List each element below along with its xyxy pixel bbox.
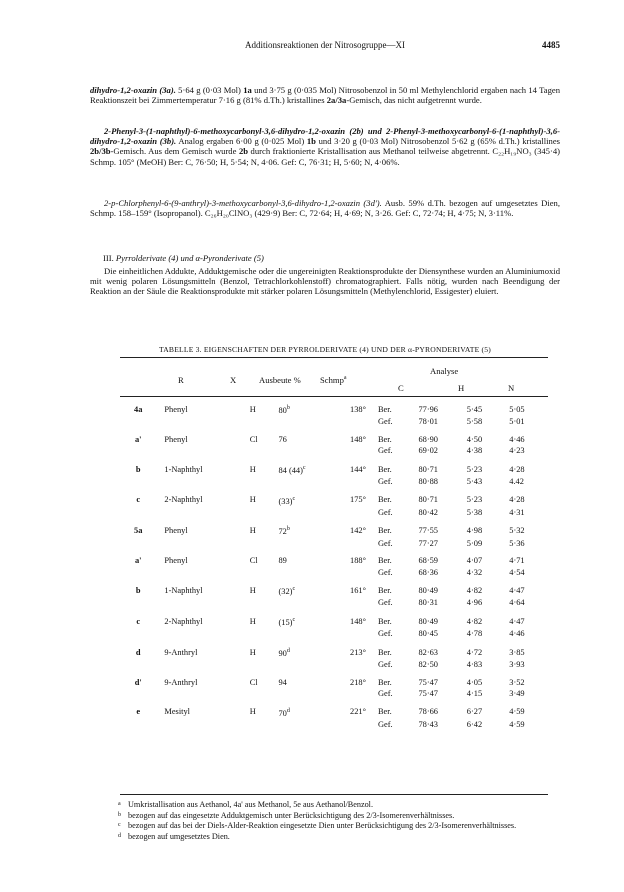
ber-label: Ber.: [377, 677, 392, 687]
substituent-x: Cl: [249, 434, 258, 444]
melting-point: 175°: [350, 495, 366, 505]
analysis-n-found: 3·93: [509, 660, 525, 670]
analysis-n-calc: 4·28: [509, 495, 525, 505]
table-row: [120, 476, 548, 488]
empty-cell: [120, 688, 156, 700]
table-header-rule: [120, 396, 548, 397]
ber-label: Ber.: [377, 586, 392, 596]
analysis-h-calc: 5·45: [466, 404, 483, 414]
substituent-r: Phenyl: [164, 434, 188, 444]
footnote-mark: c: [292, 495, 296, 502]
empty-cell: [329, 538, 378, 550]
table-row: [120, 688, 548, 700]
analysis-c-calc: 78·66: [418, 707, 438, 717]
compound-id: a': [134, 434, 142, 444]
substituent-r: 9-Anthryl: [164, 647, 198, 657]
gef-label: Gef.: [377, 446, 393, 456]
analysis-c-calc: 80·49: [418, 586, 438, 596]
table-bottom-rule: [120, 794, 548, 795]
analysis-h-found: 5·43: [466, 477, 483, 487]
gef-label: Gef.: [377, 477, 393, 487]
empty-cell: [120, 628, 156, 640]
compound-name: dihydro-1,2-oxazin (3a).: [90, 85, 176, 95]
compound-id: b: [135, 464, 141, 474]
empty-cell: [329, 688, 378, 700]
analysis-h-calc: 5·23: [466, 495, 483, 505]
melting-point: 213°: [350, 647, 366, 657]
empty-cell: [278, 688, 329, 700]
empty-cell: [329, 628, 378, 640]
empty-cell: [278, 628, 329, 640]
analysis-c-found: 68·36: [418, 567, 438, 577]
footnote-mark: a: [118, 801, 121, 807]
compound-id: d': [134, 677, 142, 687]
table-row: [120, 597, 548, 609]
substituent-x: H: [249, 586, 256, 596]
substituent-r: Mesityl: [164, 707, 190, 717]
melting-point: 148°: [350, 616, 366, 626]
footnote: [118, 832, 558, 843]
analysis-n-found: 4·31: [509, 507, 525, 517]
table-row: [120, 507, 548, 519]
paragraph-3a: dihydro-1,2-oxazin (3a). 5·64 g (0·03 Mol) 1a und 3·75 g (0·035 Mol) Nitrosobenzol in 50 ml Methylenchlorid ergaben nach 14 Tagen Reaktionszeit bei Zimmertemperatur 7·16 g (81% d.Th.) kristallines 2a/3a-Gemisch, das nicht aufgetrennt wurde.: [90, 85, 560, 106]
compound-id: b: [135, 586, 141, 596]
table-row: [120, 538, 548, 550]
substituent-x: H: [249, 707, 256, 717]
analysis-n-calc: 4·71: [509, 556, 525, 566]
empty-cell: [250, 719, 279, 731]
table-row: [120, 488, 548, 507]
gef-label: Gef.: [377, 719, 393, 729]
empty-cell: [120, 416, 156, 428]
section-heading: III. Pyrrolderivate (4) und α-Pyronderivate (5): [103, 253, 264, 263]
empty-cell: [156, 567, 249, 579]
empty-cell: [120, 507, 156, 519]
empty-cell: [156, 628, 249, 640]
ber-label: Ber.: [377, 647, 392, 657]
ber-label: Ber.: [377, 526, 392, 536]
melting-point: 138°: [350, 404, 366, 414]
empty-cell: [278, 476, 329, 488]
empty-cell: [120, 538, 156, 550]
yield: 94: [278, 677, 287, 687]
yield: 84 $(44)^c$: [278, 464, 306, 475]
analysis-h-found: 4·78: [466, 629, 483, 639]
analysis-n-calc: 3·52: [509, 677, 525, 687]
empty-cell: [120, 719, 156, 731]
melting-point: 148°: [350, 434, 366, 444]
analysis-n-found: 4·54: [509, 567, 525, 577]
substituent-x: H: [249, 647, 256, 657]
ber-label: Ber.: [377, 404, 392, 414]
running-title: Additionsreaktionen der Nitrosogruppe—XI: [245, 40, 405, 50]
analysis-h-calc: 5·23: [466, 464, 483, 474]
analysis-n-found: 3·49: [509, 689, 525, 699]
gef-label: Gef.: [377, 660, 393, 670]
analysis-n-calc: 4·28: [509, 464, 525, 474]
table-row: [120, 416, 548, 428]
analysis-h-found: 6·42: [466, 719, 483, 729]
table-caption: TABELLE 3. EIGENSCHAFTEN DER PYRROLDERIVATE (4) UND DER α-PYRONDERIVATE (5): [159, 345, 491, 354]
empty-cell: [120, 567, 156, 579]
substituent-x: H: [249, 526, 256, 536]
analysis-c-found: 78·01: [418, 417, 438, 427]
empty-cell: [250, 659, 279, 671]
analysis-n-calc: 3·85: [509, 647, 525, 657]
col-header-c: C: [398, 383, 404, 393]
analysis-c-calc: 80·49: [418, 616, 438, 626]
yield: 80$^b$: [278, 405, 290, 415]
analysis-h-calc: 4·98: [466, 526, 483, 536]
empty-cell: [156, 476, 249, 488]
empty-cell: [120, 476, 156, 488]
analysis-c-found: 82·50: [418, 660, 438, 670]
footnote-text: bezogen auf das bei der Diels-Alder-Reaktion eingesetzte Dien unter Berücksichtigung des 2/3-Isomerenverhältnisses.: [128, 821, 517, 831]
footnote-mark: b: [286, 526, 290, 533]
analysis-h-found: 5·09: [466, 538, 483, 548]
analysis-c-calc: 68·90: [418, 434, 438, 444]
empty-cell: [250, 445, 279, 457]
gef-label: Gef.: [377, 538, 393, 548]
yield: $(33)^c$: [278, 495, 296, 506]
analysis-n-calc: 4·47: [509, 586, 525, 596]
empty-cell: [156, 445, 249, 457]
substituent-x: H: [249, 495, 256, 505]
footnotes: [118, 800, 558, 842]
footnote-mark: d: [286, 707, 290, 714]
table-row: [120, 428, 548, 446]
table-row: [120, 640, 548, 659]
footnote-mark: c: [292, 586, 296, 593]
yield: 72$^b$: [278, 526, 290, 537]
empty-cell: [278, 719, 329, 731]
analysis-h-calc: 6·27: [466, 707, 483, 717]
yield: 90$^d$: [278, 647, 290, 658]
paragraph-2b-3b: 2-Phenyl-3-(1-naphthyl)-6-methoxycarbonyl-3,6-dihydro-1,2-oxazin (2b) und 2-Phenyl-3-methoxycarbonyl-6-(1-naphthyl)-3,6-dihydro-1,2-oxazin (3b). Analog ergaben 6·00 g (0·025 Mol) 1b und 3·20 g (0·03 Mol) Nitrosobenzol 5·62 g (65% d.Th.) kristallines 2b/3b-Gemisch. Aus dem Gemisch wurde 2b durch fraktionierte Kristallisation aus Methanol teilweise abgetrennt. C₂₂H₁₉NO₃ (345·4) Schmp. 105° (MeOH) Ber: C, 76·50; H, 5·54; N, 4·06. Gef: C, 76·31; H, 5·60; N, 4·06%.: [90, 126, 560, 167]
col-header-yield: Ausbeute %: [259, 375, 301, 385]
col-header-n: N: [508, 383, 515, 393]
analysis-c-calc: 80·71: [418, 495, 438, 505]
empty-cell: [156, 507, 249, 519]
col-header-analyse: Analyse: [430, 366, 459, 376]
analysis-n-calc: 4·46: [509, 434, 525, 444]
empty-cell: [156, 416, 249, 428]
table-row: [120, 578, 548, 597]
empty-cell: [120, 597, 156, 609]
footnote-text: bezogen auf das eingesetzte Adduktgemisch unter Berücksichtigung des 2/3-Isomerenverhältnisses.: [128, 810, 455, 820]
table-row: [120, 659, 548, 671]
analysis-c-calc: 77·55: [418, 526, 438, 536]
empty-cell: [156, 719, 249, 731]
empty-cell: [120, 445, 156, 457]
substituent-r: 2-Naphthyl: [164, 616, 203, 626]
empty-cell: [156, 597, 249, 609]
analysis-c-calc: 77·96: [418, 404, 438, 414]
footnote-mark: c: [118, 822, 121, 829]
analysis-n-calc: 5·32: [509, 526, 525, 536]
substituent-x: Cl: [249, 677, 258, 687]
analysis-c-found: 80·45: [418, 629, 438, 639]
melting-point: 221°: [350, 707, 366, 717]
empty-cell: [250, 597, 279, 609]
substituent-r: 9-Anthryl: [164, 677, 198, 687]
empty-cell: [329, 597, 378, 609]
compound-id: 4a: [134, 404, 143, 414]
empty-cell: [329, 445, 378, 457]
melting-point: 144°: [350, 464, 366, 474]
gef-label: Gef.: [377, 629, 393, 639]
compound-id: 5a: [134, 526, 143, 536]
analysis-h-found: 5·38: [466, 507, 483, 517]
table-row: [120, 700, 548, 719]
analysis-c-found: 77·27: [418, 538, 438, 548]
empty-cell: [250, 476, 279, 488]
yield: $(32)^c$: [278, 586, 296, 596]
gef-label: Gef.: [377, 507, 393, 517]
table-row: [120, 518, 548, 537]
substituent-x: H: [249, 464, 256, 474]
analysis-c-found: 78·43: [418, 719, 438, 729]
table-row: [120, 457, 548, 476]
footnote: [118, 800, 558, 811]
empty-cell: [120, 659, 156, 671]
ber-label: Ber.: [377, 464, 392, 474]
analysis-h-calc: 4·50: [466, 434, 483, 444]
empty-cell: [329, 659, 378, 671]
substituent-r: Phenyl: [164, 404, 188, 414]
empty-cell: [250, 416, 279, 428]
compound-id: c: [136, 616, 141, 626]
footnote-mark: d: [286, 647, 290, 654]
analysis-h-calc: 4·05: [466, 677, 483, 687]
footnote: [118, 821, 558, 832]
analysis-n-calc: 5·05: [509, 404, 525, 414]
footnote-mark: b: [118, 811, 121, 818]
empty-cell: [156, 538, 249, 550]
empty-cell: [278, 445, 329, 457]
col-header-h: H: [458, 383, 465, 393]
page-number: 4485: [542, 40, 560, 50]
compound-id: c: [136, 495, 141, 505]
analysis-h-calc: 4·72: [466, 647, 483, 657]
compound-id: e: [136, 707, 141, 717]
empty-cell: [329, 476, 378, 488]
table-row: [120, 671, 548, 689]
paragraph-chromatography: Die einheitlichen Addukte, Adduktgemische oder die ungereinigten Reaktionsprodukte der Diensynthese wurden an Aluminiumoxid mit wenig polaren Lösungsmitteln (Benzol, Tetrachlorkohlenstoff) chromatographiert. Falls nötig, wurden nach Beendigung der Reaktion an der Säule die Reaktionsprodukte mit stärker polaren Lösungsmitteln (Methylenchlorid, Essigester) eluiert.: [90, 266, 560, 297]
col-header-x: X: [230, 375, 237, 385]
substituent-x: H: [249, 616, 256, 626]
analysis-c-found: 80·88: [418, 477, 438, 487]
paragraph-3d: 2-p-Chlorphenyl-6-(9-anthryl)-3-methoxycarbonyl-3,6-dihydro-1,2-oxazin (3d'). Ausb. 59% d.Th. bezogen auf umgesetztes Dien, Schmp. 158–159° (Isopropanol). C₂₆H₂₀ClNO₃ (429·9) Ber: C, 72·64; H, 4·69; N, 3·26. Gef: C, 72·74; H, 4·75; N, 3·11%.: [90, 198, 560, 219]
table-top-rule: [120, 357, 548, 358]
analysis-n-found: 4.42: [509, 477, 524, 487]
empty-cell: [329, 416, 378, 428]
gef-label: Gef.: [377, 598, 393, 608]
analysis-c-calc: 68·59: [418, 556, 438, 566]
compound-name: 2-Phenyl-3-(1-naphthyl)-6-methoxycarbonyl-3,6-dihydro-1,2-oxazin (2b) und 2-Phenyl-3-methoxycarbonyl-6-(1-naphthyl)-3,6-dihydro-1,2-oxazin (3b).: [90, 126, 560, 147]
yield: 70$^d$: [278, 707, 290, 718]
analysis-c-calc: 80·71: [418, 464, 438, 474]
footnote-text: Umkristallisation aus Aethanol, 4a' aus Methanol, 5e aus Aethanol/Benzol.: [128, 800, 374, 809]
empty-cell: [278, 416, 329, 428]
compound-id: a': [134, 556, 142, 566]
melting-point: 218°: [350, 677, 366, 687]
footnote-mark: c: [302, 464, 306, 471]
substituent-r: Phenyl: [164, 526, 188, 536]
empty-cell: [278, 597, 329, 609]
analysis-h-calc: 4·07: [466, 556, 483, 566]
empty-cell: [278, 538, 329, 550]
analysis-c-found: 80·31: [418, 598, 438, 608]
substituent-r: Phenyl: [164, 556, 188, 566]
analysis-h-found: 4·15: [466, 689, 483, 699]
table-row: [120, 549, 548, 567]
empty-cell: [156, 688, 249, 700]
substituent-x: H: [249, 404, 256, 414]
substituent-r: 1-Naphthyl: [164, 586, 203, 596]
table-row: [120, 719, 548, 731]
table-row: [120, 567, 548, 579]
empty-cell: [250, 507, 279, 519]
analysis-h-found: 4·32: [466, 567, 483, 577]
table-row: [120, 403, 548, 416]
properties-table: [120, 403, 548, 730]
empty-cell: [329, 567, 378, 579]
empty-cell: [250, 538, 279, 550]
empty-cell: [278, 567, 329, 579]
melting-point: 142°: [350, 526, 366, 536]
substituent-r: 2-Naphthyl: [164, 495, 203, 505]
yield: 89: [278, 556, 287, 566]
analysis-c-found: 80·42: [418, 507, 438, 517]
substituent-x: Cl: [249, 556, 258, 566]
yield: 76: [278, 434, 287, 444]
melting-point: 188°: [350, 556, 366, 566]
analysis-h-calc: 4·82: [466, 586, 483, 596]
gef-label: Gef.: [377, 689, 393, 699]
table-row: [120, 628, 548, 640]
empty-cell: [329, 719, 378, 731]
analysis-n-found: 4·46: [509, 629, 525, 639]
footnote: [118, 811, 558, 822]
analysis-n-calc: 4·59: [509, 707, 525, 717]
table-row: [120, 609, 548, 628]
analysis-n-found: 5·36: [509, 538, 525, 548]
analysis-h-found: 4·83: [466, 660, 483, 670]
analysis-n-calc: 4·47: [509, 616, 525, 626]
empty-cell: [250, 567, 279, 579]
analysis-c-calc: 82·63: [418, 647, 438, 657]
empty-cell: [329, 507, 378, 519]
empty-cell: [156, 659, 249, 671]
analysis-n-found: 4·23: [509, 446, 525, 456]
empty-cell: [278, 507, 329, 519]
analysis-n-found: 4·64: [509, 598, 525, 608]
empty-cell: [250, 628, 279, 640]
col-header-r: R: [178, 375, 184, 385]
gef-label: Gef.: [377, 417, 393, 427]
analysis-c-found: 69·02: [418, 446, 438, 456]
empty-cell: [250, 688, 279, 700]
col-header-mp: Schmp$^a$: [320, 375, 347, 385]
substituent-r: 1-Naphthyl: [164, 464, 203, 474]
analysis-n-found: 4·59: [509, 719, 525, 729]
analysis-h-calc: 4·82: [466, 616, 483, 626]
analysis-c-found: 75·47: [418, 689, 438, 699]
analysis-h-found: 4·38: [466, 446, 483, 456]
ber-label: Ber.: [377, 556, 392, 566]
ber-label: Ber.: [377, 495, 392, 505]
compound-name: 2-p-Chlorphenyl-6-(9-anthryl)-3-methoxycarbonyl-3,6-dihydro-1,2-oxazin (3d').: [104, 198, 382, 208]
table-row: [120, 445, 548, 457]
analysis-c-calc: 75·47: [418, 677, 438, 687]
footnote-text: bezogen auf umgesetztes Dien.: [128, 831, 230, 841]
gef-label: Gef.: [377, 567, 393, 577]
compound-id: d: [135, 647, 141, 657]
ber-label: Ber.: [377, 616, 392, 626]
yield: $(15)^c$: [278, 616, 296, 627]
ber-label: Ber.: [377, 434, 392, 444]
footnote-mark: c: [292, 616, 296, 623]
empty-cell: [278, 659, 329, 671]
melting-point: 161°: [350, 586, 366, 596]
footnote-mark: b: [286, 405, 290, 411]
ber-label: Ber.: [377, 707, 392, 717]
analysis-h-found: 5·58: [466, 417, 483, 427]
footnote-mark: d: [118, 832, 121, 839]
analysis-n-found: 5·01: [509, 417, 525, 427]
analysis-h-found: 4·96: [466, 598, 483, 608]
